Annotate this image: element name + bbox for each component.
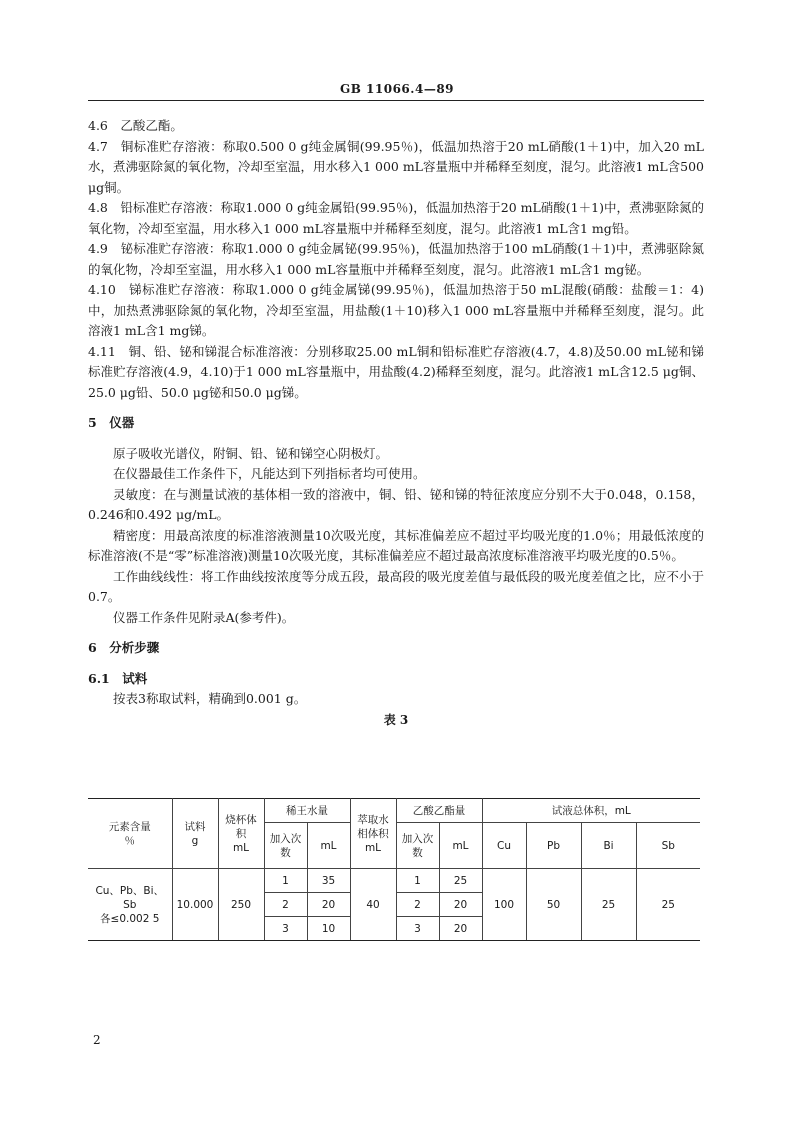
section-5-para: 在仪器最佳工作条件下，凡能达到下列指标者均可使用。 — [113, 466, 426, 481]
cell-aqua-times: 3 — [264, 917, 307, 941]
cell-acetate-ml: 20 — [439, 893, 482, 917]
cell-aqua-ml: 20 — [307, 893, 350, 917]
section-6-title: 6 分析步骤 — [88, 640, 160, 655]
clause-text: 铅标准贮存溶液：称取1.000 0 g纯金属铅(99.95％)，低温加热溶于20 mL硝酸(1＋1)中，煮沸驱除氮的氧化物，冷却至室温，用水移入1 000 mL容量瓶中并稀释至刻度，混匀。此溶液1 mL含1 mg铅。 — [88, 200, 704, 236]
cell-aqua-ml: 35 — [307, 869, 350, 893]
table-3 — [88, 798, 700, 941]
cell-acetate-ml: 20 — [439, 917, 482, 941]
section-6-1-title: 6.1 试料 — [88, 670, 148, 686]
clause-text: 铜、铅、铋和锑混合标准溶液：分别移取25.00 mL铜和铅标准贮存溶液(4.7，4.8)及50.00 mL铋和锑标准贮存溶液(4.9，4.10)于1 000 mL容量瓶中，用盐酸(4.2)稀释至刻度，混匀。此溶液1 mL含12.5 μg铜、25.0 μg铅、50.0 μg铋和50.0 μg锑。 — [88, 343, 704, 400]
header-total-volume: 试液总体积，mL — [482, 799, 700, 823]
header-beaker: 烧杯体积 mL — [218, 799, 264, 869]
cell-element: Cu、Pb、Bi、Sb 各≤0.002 5 — [88, 869, 172, 941]
clause-4-8 — [88, 198, 704, 239]
cell-cu: 100 — [482, 869, 526, 941]
header-bi: Bi — [581, 823, 636, 869]
clause-text: 锑标准贮存溶液：称取1.000 0 g纯金属锑(99.95％)，低温加热溶于50 mL混酸(硝酸：盐酸＝1：4)中，加热煮沸驱除氮的氧化物，冷却至室温，用盐酸(1＋10)移入1 000 mL容量瓶中并稀释至刻度，混匀。此溶液1 mL含1 mg锑。 — [88, 282, 704, 338]
clause-number: 4.10 — [88, 282, 116, 297]
header-pb: Pb — [526, 823, 581, 869]
clause-text: 铋标准贮存溶液：称取1.000 0 g纯金属铋(99.95％)，低温加热溶于100 mL硝酸(1＋1)中，煮沸驱除氮的氧化物，冷却至室温，用水移入1 000 mL容量瓶中并稀释至刻度，混匀。此溶液1 mL含1 mg铋。 — [88, 241, 704, 277]
clause-number: 4.9 — [88, 241, 108, 256]
header-sample: 试料 g — [172, 799, 218, 869]
section-5-para: 精密度：用最高浓度的标准溶液测量10次吸光度，其标准偏差应不超过平均吸光度的1.0％；用最低浓度的标准溶液(不是“零”标准溶液)测量10次吸光度，其标准偏差应不超过最高浓度标准溶液平均吸光度的0.5％。 — [88, 527, 704, 563]
header-ethyl-acetate: 乙酸乙酯量 — [396, 799, 482, 823]
header-sb: Sb — [636, 823, 700, 869]
clause-text: 乙酸乙酯。 — [120, 118, 183, 133]
cell-acetate-times: 1 — [396, 869, 439, 893]
table-3-caption: 表 3 — [383, 712, 409, 727]
document-body — [88, 116, 704, 730]
section-5-para: 原子吸收光谱仪，附铜、铅、铋和锑空心阴极灯。 — [113, 445, 389, 461]
header-cu: Cu — [482, 823, 526, 869]
header-element-content: 元素含量 ％ — [88, 799, 172, 869]
cell-sb: 25 — [636, 869, 700, 941]
header-aqua-regia: 稀王水量 — [264, 799, 350, 823]
cell-beaker: 250 — [218, 869, 264, 941]
header-ml: mL — [307, 823, 350, 869]
standard-header: GB 11066.4—89 — [339, 82, 455, 96]
cell-aqua-ml: 10 — [307, 917, 350, 941]
cell-aqua-times: 2 — [264, 893, 307, 917]
cell-acetate-times: 3 — [396, 917, 439, 941]
cell-aqua-times: 1 — [264, 869, 307, 893]
section-5-para: 灵敏度：在与测量试液的基体相一致的溶液中，铜、铅、铋和锑的特征浓度应分别不大于0.048，0.158，0.246和0.492 μg/mL。 — [88, 486, 704, 522]
cell-acetate-times: 2 — [396, 893, 439, 917]
clause-4-6 — [88, 116, 704, 137]
clause-4-11 — [88, 342, 704, 404]
clause-4-10 — [88, 280, 704, 342]
section-5-para: 工作曲线线性：将工作曲线按浓度等分成五段，最高段的吸光度差值与最低段的吸光度差值之比，应不小于0.7。 — [88, 568, 704, 604]
clause-number: 4.6 — [88, 118, 108, 133]
cell-extract-water: 40 — [350, 869, 396, 941]
clause-number: 4.7 — [88, 138, 108, 154]
header-rule — [88, 100, 704, 101]
clause-number: 4.11 — [88, 343, 116, 359]
header-ml: mL — [439, 823, 482, 869]
header-add-times: 加入次数 — [264, 823, 307, 869]
clause-text: 铜标准贮存溶液：称取0.500 0 g纯金属铜(99.95％)，低温加热溶于20 mL硝酸(1＋1)中，加入20 mL水，煮沸驱除氮的氧化物，冷却至室温，用水移入1 000 mL容量瓶中并稀释至刻度，混匀。此溶液1 mL含500 μg铜。 — [88, 138, 704, 195]
header-extract-water: 萃取水相体积 mL — [350, 799, 396, 869]
section-6-1-text: 按表3称取试料，精确到0.001 g。 — [113, 691, 307, 706]
clause-4-7 — [88, 137, 704, 199]
cell-acetate-ml: 25 — [439, 869, 482, 893]
page-number: 2 — [93, 1033, 101, 1047]
cell-sample: 10.000 — [172, 869, 218, 941]
header-add-times: 加入次数 — [396, 823, 439, 869]
cell-bi: 25 — [581, 869, 636, 941]
section-5-title: 5 仪器 — [88, 415, 135, 430]
clause-4-9 — [88, 239, 704, 280]
section-5-para: 仪器工作条件见附录A(参考件)。 — [113, 609, 295, 625]
cell-pb: 50 — [526, 869, 581, 941]
clause-number: 4.8 — [88, 200, 108, 215]
